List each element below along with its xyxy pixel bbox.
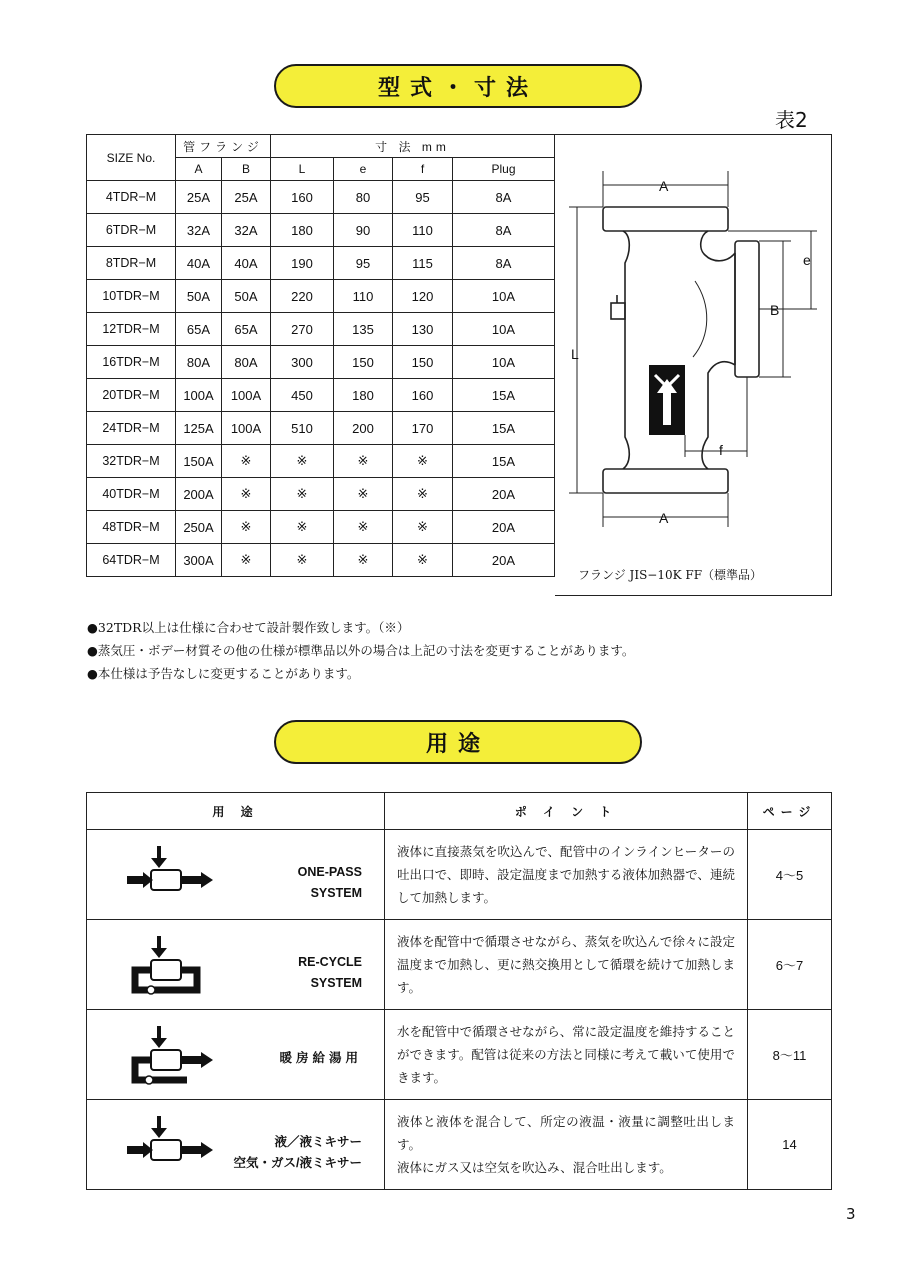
use-name: SYSTEM <box>310 886 362 900</box>
table-row <box>87 214 555 247</box>
cell-size: 10TDR−M <box>87 280 176 313</box>
table-row <box>87 247 555 280</box>
one-pass-icon <box>127 846 217 902</box>
header-dimensions: 寸 法 mm <box>271 135 555 158</box>
label-a-top: A <box>659 178 669 194</box>
use-name: 液／液ミキサー <box>274 1135 362 1149</box>
use-name: 空気・ガス/液ミキサー <box>233 1156 362 1170</box>
cell-l: 510 <box>271 412 334 445</box>
heating-hot-water-icon <box>127 1026 217 1086</box>
table-row <box>87 830 832 920</box>
cell-a: 50A <box>176 280 222 313</box>
cell-size: 12TDR−M <box>87 313 176 346</box>
cell-a: 125A <box>176 412 222 445</box>
use-name: SYSTEM <box>310 976 362 990</box>
mixer-icon <box>127 1116 217 1172</box>
cell-size: 32TDR−M <box>87 445 176 478</box>
header-l: L <box>271 158 334 181</box>
table-row <box>87 478 555 511</box>
cell-plug: 20A <box>453 511 555 544</box>
table-row <box>87 511 555 544</box>
use-point: 液体にガス又は空気を吹込み、混合吐出します。 <box>397 1160 672 1175</box>
cell-size: 8TDR−M <box>87 247 176 280</box>
table-row <box>87 920 832 1010</box>
header-page: ページ <box>748 793 832 830</box>
cell-l: 190 <box>271 247 334 280</box>
cell-f: 110 <box>393 214 453 247</box>
use-point: 水を配管中で循環させながら、常に設定温度を維持することができます。配管は従来の方法と同様に考えて載いて使用できます。 <box>385 1010 748 1100</box>
use-point: 液体に直接蒸気を吹込んで、配管中のインラインヒーターの吐出口で、即時、設定温度まで加熱する液体加熱器で、連続して加熱します。 <box>385 830 748 920</box>
cell-a: 25A <box>176 181 222 214</box>
use-point-cell <box>385 1100 748 1190</box>
cell-f: 120 <box>393 280 453 313</box>
table-row <box>87 313 555 346</box>
table-row <box>87 280 555 313</box>
cell-l: ※ <box>271 445 334 478</box>
cell-l: 180 <box>271 214 334 247</box>
table-row <box>87 412 555 445</box>
cell-f: ※ <box>393 445 453 478</box>
cell-plug: 10A <box>453 346 555 379</box>
cell-e: 110 <box>334 280 393 313</box>
use-name: RE-CYCLE <box>298 955 362 969</box>
cell-e: 200 <box>334 412 393 445</box>
cell-size: 4TDR−M <box>87 181 176 214</box>
cell-plug: 8A <box>453 181 555 214</box>
spec-table <box>86 134 555 577</box>
cell-b: ※ <box>222 478 271 511</box>
cell-e: 95 <box>334 247 393 280</box>
use-page: 8〜11 <box>748 1010 832 1100</box>
cell-size: 48TDR−M <box>87 511 176 544</box>
cell-f: ※ <box>393 511 453 544</box>
table-row <box>87 445 555 478</box>
cell-plug: 20A <box>453 478 555 511</box>
use-name: ONE-PASS <box>297 865 362 879</box>
cell-f: 170 <box>393 412 453 445</box>
cell-e: 135 <box>334 313 393 346</box>
use-page: 6〜7 <box>748 920 832 1010</box>
cell-f: ※ <box>393 544 453 577</box>
cell-l: 450 <box>271 379 334 412</box>
note-item: ●本仕様は予告なしに変更することがあります。 <box>87 666 360 681</box>
cell-l: 270 <box>271 313 334 346</box>
label-b: B <box>770 302 780 318</box>
cell-b: ※ <box>222 511 271 544</box>
cell-plug: 15A <box>453 445 555 478</box>
label-f: f <box>719 442 723 458</box>
cell-e: ※ <box>334 445 393 478</box>
re-cycle-icon <box>127 936 217 996</box>
note-item: ●32TDR以上は仕様に合わせて設計製作致します。（※） <box>87 620 410 635</box>
cell-e: ※ <box>334 478 393 511</box>
cell-plug: 15A <box>453 379 555 412</box>
section-title-model-dimensions: 型式・寸法 <box>274 64 642 108</box>
cell-plug: 10A <box>453 280 555 313</box>
valve-drawing <box>555 135 832 597</box>
cell-e: 90 <box>334 214 393 247</box>
cell-f: 150 <box>393 346 453 379</box>
cell-size: 16TDR−M <box>87 346 176 379</box>
cell-l: ※ <box>271 511 334 544</box>
cell-a: 80A <box>176 346 222 379</box>
use-name: 暖房給湯用 <box>279 1051 362 1065</box>
page-number: 3 <box>846 1205 856 1223</box>
cell-l: 300 <box>271 346 334 379</box>
cell-l: ※ <box>271 478 334 511</box>
table-row <box>87 181 555 214</box>
label-e: e <box>803 252 811 268</box>
cell-plug: 8A <box>453 247 555 280</box>
header-f: f <box>393 158 453 181</box>
header-e: e <box>334 158 393 181</box>
use-point: 液体を配管中で循環させながら、蒸気を吹込んで徐々に設定温度まで加熱し、更に熱交換用として循環を続けて加熱します。 <box>385 920 748 1010</box>
cell-a: 150A <box>176 445 222 478</box>
cell-f: ※ <box>393 478 453 511</box>
cell-e: 150 <box>334 346 393 379</box>
use-page: 4〜5 <box>748 830 832 920</box>
table-row <box>87 379 555 412</box>
cell-size: 20TDR−M <box>87 379 176 412</box>
cell-l: ※ <box>271 544 334 577</box>
cell-a: 250A <box>176 511 222 544</box>
cell-f: 115 <box>393 247 453 280</box>
cell-size: 24TDR−M <box>87 412 176 445</box>
cell-b: 80A <box>222 346 271 379</box>
cell-a: 100A <box>176 379 222 412</box>
cell-e: 80 <box>334 181 393 214</box>
note-item: ●蒸気圧・ボデー材質その他の仕様が標準品以外の場合は上記の寸法を変更することがあります。 <box>87 643 635 658</box>
table-row <box>87 1100 832 1190</box>
table-row <box>87 544 555 577</box>
cell-b: 25A <box>222 181 271 214</box>
use-point: 液体と液体を混合して、所定の液温・液量に調整吐出します。 <box>397 1114 735 1152</box>
cell-b: 100A <box>222 379 271 412</box>
cell-b: 50A <box>222 280 271 313</box>
section-title-applications: 用途 <box>274 720 642 764</box>
cell-f: 95 <box>393 181 453 214</box>
header-b: B <box>222 158 271 181</box>
cell-size: 6TDR−M <box>87 214 176 247</box>
use-page: 14 <box>748 1100 832 1190</box>
header-flange: 管フランジ <box>176 135 271 158</box>
table-row <box>87 1010 832 1100</box>
cell-e: 180 <box>334 379 393 412</box>
cell-plug: 15A <box>453 412 555 445</box>
cell-a: 40A <box>176 247 222 280</box>
dimension-diagram <box>555 134 832 596</box>
cell-l: 220 <box>271 280 334 313</box>
flange-caption: フランジ JIS−10K FF（標準品） <box>578 568 763 582</box>
cell-b: ※ <box>222 445 271 478</box>
cell-a: 300A <box>176 544 222 577</box>
cell-b: 32A <box>222 214 271 247</box>
cell-size: 40TDR−M <box>87 478 176 511</box>
label-l: L <box>571 346 579 362</box>
cell-e: ※ <box>334 511 393 544</box>
cell-f: 160 <box>393 379 453 412</box>
notes <box>87 616 634 685</box>
cell-b: 65A <box>222 313 271 346</box>
header-plug: Plug <box>453 158 555 181</box>
cell-plug: 8A <box>453 214 555 247</box>
cell-a: 200A <box>176 478 222 511</box>
cell-b: 40A <box>222 247 271 280</box>
header-use: 用 途 <box>87 793 385 830</box>
header-point: ポ イ ン ト <box>385 793 748 830</box>
table-row <box>87 346 555 379</box>
cell-size: 64TDR−M <box>87 544 176 577</box>
cell-plug: 10A <box>453 313 555 346</box>
cell-a: 32A <box>176 214 222 247</box>
table-label: 表2 <box>775 108 808 132</box>
cell-a: 65A <box>176 313 222 346</box>
header-size-no: SIZE No. <box>87 135 176 181</box>
applications-table <box>86 792 832 1190</box>
label-a-bottom: A <box>659 510 669 526</box>
cell-b: ※ <box>222 544 271 577</box>
cell-e: ※ <box>334 544 393 577</box>
cell-b: 100A <box>222 412 271 445</box>
cell-l: 160 <box>271 181 334 214</box>
cell-f: 130 <box>393 313 453 346</box>
header-a: A <box>176 158 222 181</box>
cell-plug: 20A <box>453 544 555 577</box>
